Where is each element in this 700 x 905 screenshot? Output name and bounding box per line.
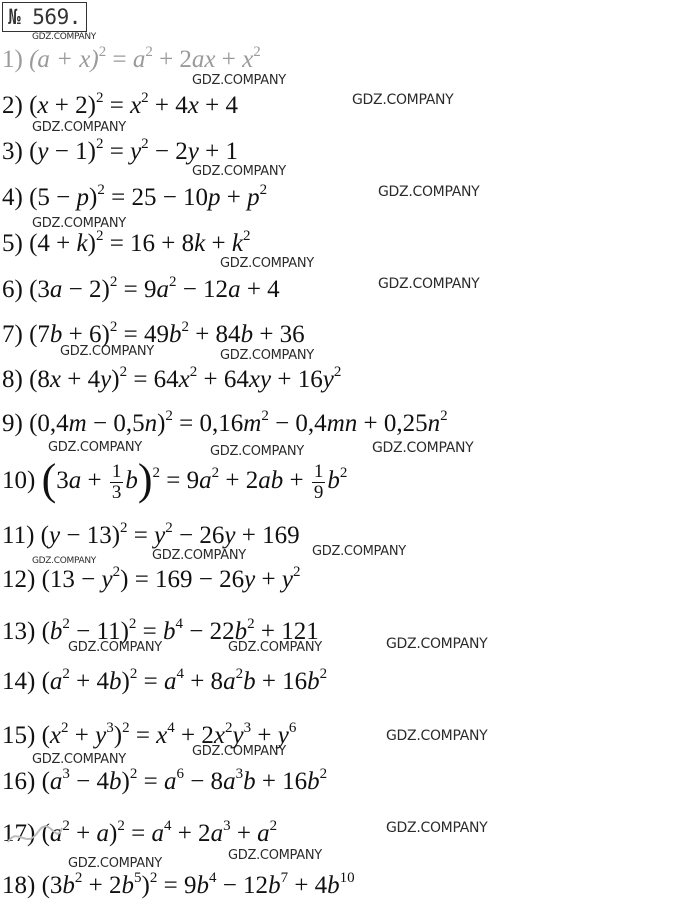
equation-line-11: 11) $(y - 13)^2 = y^2 - 26y + 169$ — [2, 520, 300, 549]
equation-line-9: 9) $(0,4m - 0,5n)^2 = 0,16m^2 - 0,4mn + 0,25n^2$ — [2, 408, 448, 437]
watermark: GDZ.COMPANY — [372, 440, 474, 456]
watermark: GDZ.COMPANY — [386, 820, 488, 836]
equation-line-15: 15) $(x^2 + y^3)^2 = x^4 + 2x^2y^3 + y^6$ — [2, 720, 297, 749]
watermark: GDZ.COMPANY — [220, 348, 314, 363]
equation-line-6: 6) $(3a - 2)^2 = 9a^2 - 12a + 4$ — [2, 274, 280, 303]
watermark: GDZ.COMPANY — [60, 344, 154, 359]
watermark: GDZ.COMPANY — [352, 92, 454, 108]
watermark: GDZ.COMPANY — [152, 548, 246, 563]
equation-line-17: 17) $(a^2 + a)^2 = a^4 + 2a^3 + a^2$ — [2, 818, 278, 847]
equation-line-14: 14) $(a^2 + 4b)^2 = a^4 + 8a^2b + 16b^2$ — [2, 666, 328, 695]
equation-line-7: 7) $(7b + 6)^2 = 49b^2 + 84b + 36$ — [2, 319, 305, 348]
equation-line-10: 10) (3a + $\frac{1}{3}$ $b)^2 = 9a^2 + 2ab$ + $\frac{1}{9}$ $b^2$ — [2, 455, 348, 505]
equation-line-3: 3) $(y - 1)^2 = y^2 - 2y + 1$ — [2, 136, 238, 165]
equation-line-5: 5) $(4 + k)^2 = 16 + 8k + k^2$ — [2, 228, 251, 257]
equation-line-1: 1) $(a + x)^2 = a^2 + 2ax + x^2$ — [2, 44, 261, 73]
equation-line-12: 12) $(13 - y^2) = 169 - 26y + y^2$ — [2, 564, 301, 593]
watermark: GDZ.COMPANY — [48, 440, 142, 455]
equation-line-2: 2) $(x + 2)^2 = x^2 + 4x + 4$ — [2, 90, 238, 119]
equation-line-16: 16) $(a^3 - 4b)^2 = a^6 - 8a^3b + 16b^2$ — [2, 766, 328, 795]
watermark: GDZ.COMPANY — [68, 640, 162, 655]
equation-line-13: 13) $(b^2 - 11)^2 = b^4 - 22b^2 + 121$ — [2, 616, 319, 645]
watermark: GDZ.COMPANY — [386, 728, 488, 744]
exercise-number: № 569. — [2, 2, 87, 32]
watermark: GDZ.COMPANY — [210, 444, 304, 459]
watermark: GDZ.COMPANY — [378, 184, 480, 200]
watermark: GDZ.COMPANY — [228, 640, 322, 655]
equation-line-8: 8) $(8x + 4y)^2 = 64x^2 + 64xy + 16y^2$ — [2, 364, 342, 393]
watermark: GDZ.COMPANY — [312, 544, 406, 559]
equation-line-18: 18) $(3b^2 + 2b^5)^2 = 9b^4 - 12b^7 + 4b^{10}$ — [2, 870, 355, 899]
watermark: GDZ.COMPANY — [68, 856, 162, 871]
watermark: GDZ.COMPANY — [220, 256, 314, 271]
watermark: GDZ.COMPANY — [192, 744, 286, 759]
watermark: GDZ.COMPANY — [192, 164, 286, 179]
watermark: GDZ.COMPANY — [32, 556, 97, 566]
equation-line-4: 4) $(5 - p)^2 = 25 - 10p + p^2$ — [2, 182, 268, 211]
watermark: GDZ.COMPANY — [32, 752, 126, 767]
pencil-scribble — [4, 820, 64, 852]
watermark: GDZ.COMPANY — [32, 32, 97, 42]
watermark: GDZ.COMPANY — [32, 120, 126, 135]
watermark: GDZ.COMPANY — [386, 636, 488, 652]
watermark: GDZ.COMPANY — [228, 848, 322, 863]
watermark: GDZ.COMPANY — [378, 276, 480, 292]
watermark: GDZ.COMPANY — [32, 216, 126, 231]
watermark: GDZ.COMPANY — [192, 73, 286, 88]
